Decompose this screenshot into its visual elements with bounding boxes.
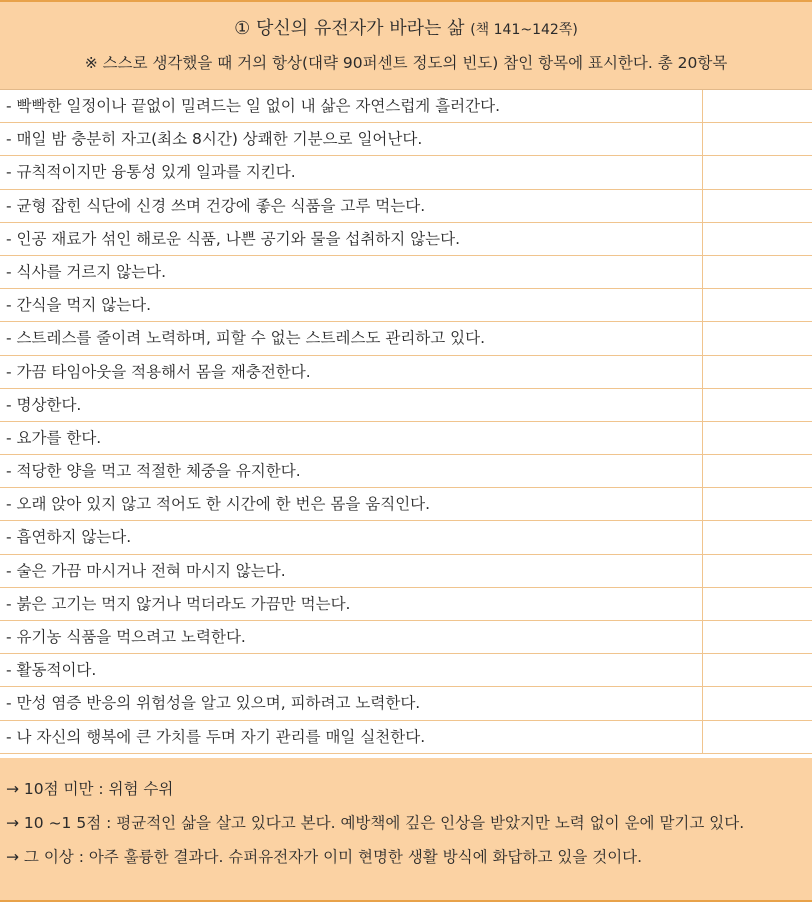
score-guide-high: → 그 이상 : 아주 훌륭한 결과다. 슈퍼유전자가 이미 현명한 생활 방식에 화답하고 있을 것이다. [6, 848, 643, 866]
checklist-item-text: - 붉은 고기는 먹지 않거나 먹더라도 가끔만 먹는다. [6, 594, 351, 613]
checklist-item-text: - 오래 앉아 있지 않고 적어도 한 시간에 한 번은 몸을 움직인다. [6, 495, 431, 514]
checklist-row [0, 455, 812, 488]
score-guide [0, 758, 812, 900]
checklist-item-text: - 가끔 타임아웃을 적용해서 몸을 재충전한다. [6, 362, 311, 381]
checklist-item-text: - 활동적이다. [6, 661, 97, 680]
checklist-items [0, 90, 812, 754]
checklist-item-text: - 유기농 식품을 먹으려고 노력한다. [6, 628, 246, 646]
check-cell[interactable] [702, 289, 812, 321]
checklist-item-text: - 규칙적이지만 융통성 있게 일과를 지킨다. [6, 163, 296, 182]
title-text: ① 당신의 유전자가 바라는 삶 [234, 18, 465, 39]
check-cell[interactable] [702, 190, 812, 222]
check-cell[interactable] [702, 621, 812, 653]
title-page-note: (책 141~142쪽) [470, 22, 578, 38]
check-cell[interactable] [702, 721, 812, 753]
checklist-item-text: - 흡연하지 않는다. [6, 528, 132, 547]
checklist-item-text: - 요가를 한다. [6, 428, 102, 447]
checklist-row [0, 521, 812, 554]
checklist-row [0, 356, 812, 389]
checklist-row [0, 322, 812, 355]
check-cell[interactable] [702, 156, 812, 188]
checklist-row [0, 389, 812, 422]
checklist-row [0, 488, 812, 521]
check-cell[interactable] [702, 256, 812, 288]
check-cell[interactable] [702, 555, 812, 587]
score-guide-mid: → 10 ~1 5점 : 평균적인 삶을 살고 있다고 본다. 예방책에 깊은 인상을 받았지만 노력 없이 운에 맡기고 있다. [6, 814, 745, 832]
check-cell[interactable] [702, 123, 812, 155]
check-cell[interactable] [702, 521, 812, 553]
checklist-row [0, 156, 812, 189]
checklist-row [0, 223, 812, 256]
check-cell[interactable] [702, 322, 812, 354]
checklist-row [0, 256, 812, 289]
check-cell[interactable] [702, 389, 812, 421]
checklist-item-text: - 술은 가끔 마시거나 전혀 마시지 않는다. [6, 561, 286, 580]
checklist-item-text: - 균형 잡힌 식단에 신경 쓰며 건강에 좋은 식품을 고루 먹는다. [6, 196, 426, 215]
checklist-row [0, 654, 812, 687]
checklist-item-text: - 만성 염증 반응의 위험성을 알고 있으며, 피하려고 노력한다. [6, 694, 421, 713]
check-cell[interactable] [702, 455, 812, 487]
checklist-item-text: - 스트레스를 줄이려 노력하며, 피할 수 없는 스트레스도 관리하고 있다. [6, 329, 486, 348]
check-cell[interactable] [702, 223, 812, 255]
check-cell[interactable] [702, 588, 812, 620]
checklist-row [0, 190, 812, 223]
checklist-row [0, 621, 812, 654]
check-cell[interactable] [702, 90, 812, 122]
checklist-item-text: - 식사를 거르지 않는다. [6, 262, 167, 281]
check-cell[interactable] [702, 654, 812, 686]
checklist-row [0, 555, 812, 588]
checklist-item-text: - 매일 밤 충분히 자고(최소 8시간) 상쾌한 기분으로 일어난다. [6, 130, 423, 149]
checklist-row [0, 422, 812, 455]
checklist-header [0, 2, 812, 90]
checklist-item-text: - 명상한다. [6, 395, 82, 414]
checklist-item-text: - 나 자신의 행복에 큰 가치를 두며 자기 관리를 매일 실천한다. [6, 727, 426, 746]
checklist-item-text: - 인공 재료가 섞인 해로운 식품, 나쁜 공기와 물을 섭취하지 않는다. [6, 229, 461, 248]
checklist-row [0, 721, 812, 754]
checklist-item-text: - 적당한 양을 먹고 적절한 체중을 유지한다. [6, 462, 301, 481]
check-cell[interactable] [702, 356, 812, 388]
checklist-row [0, 90, 812, 123]
checklist-item-text: - 빡빡한 일정이나 끝없이 밀려드는 일 없이 내 삶은 자연스럽게 흘러간다. [6, 97, 501, 115]
checklist-row [0, 123, 812, 156]
checklist-title [0, 16, 812, 43]
checklist-row [0, 289, 812, 322]
score-guide-low: → 10점 미만 : 위험 수위 [6, 780, 174, 798]
check-cell[interactable] [702, 422, 812, 454]
check-cell[interactable] [702, 687, 812, 719]
checklist-item-text: - 간식을 먹지 않는다. [6, 296, 152, 315]
check-cell[interactable] [702, 488, 812, 520]
checklist-row [0, 588, 812, 621]
checklist-row [0, 687, 812, 720]
checklist-instructions: ※ 스스로 생각했을 때 거의 항상(대략 90퍼센트 정도의 빈도) 참인 항목에 표시한다. 총 20항목 [84, 54, 728, 72]
